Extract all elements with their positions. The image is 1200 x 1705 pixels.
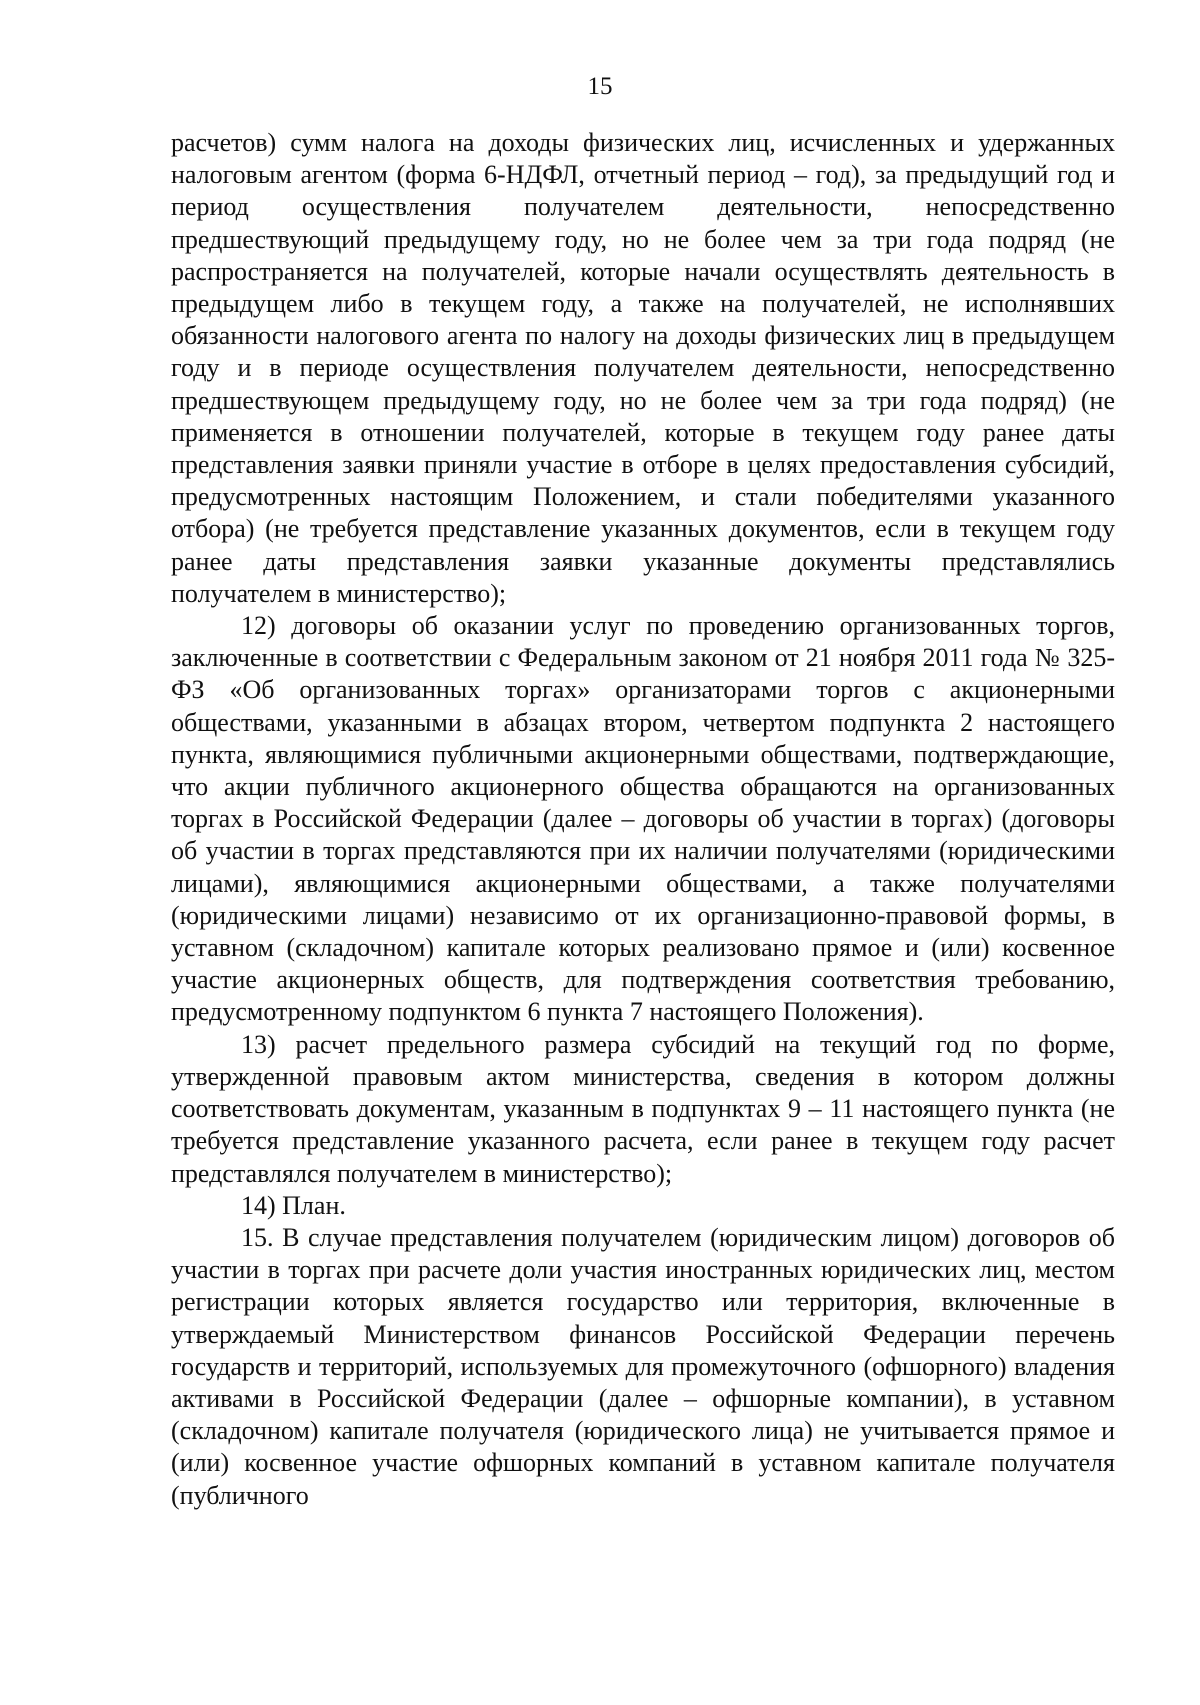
paragraph-item-13-subsidy-calculation: 13) расчет предельного размера субсидий на текущий год по форме, утвержденной правовым актом министерства, сведения в котором должны соответствовать документам, указанным в подпунктах 9 – 11 настоящего пункта (не требуется представление указанного расчета, если ранее в текущем году расчет представлялся получателем в министерство); [171,1029,1115,1188]
page-number: 15 [587,73,613,100]
paragraph-item-14-plan: 14) План. [241,1190,346,1220]
paragraph-continuation-tax-reports: расчетов) сумм налога на доходы физических лиц, исчисленных и удержанных налоговым агентом (форма 6-НДФЛ, отчетный период – год), за предыдущий год и период осуществления получателем деятельности, непосредственно предшествующий предыдущему году, но не более чем за три года подряд (не распространяется на получателей, которые начали осуществлять деятельность в предыдущем либо в текущем году, а также на получателей, не исполнявших обязанности налогового агента по налогу на доходы физических лиц в предыдущем году и в периоде осуществления получателем деятельности, непосредственно предшествующем предыдущему году, но не более чем за три года подряд) (не применяется в отношении получателей, которые в текущем году ранее даты представления заявки приняли участие в отборе в целях предоставления субсидий, предусмотренных настоящим Положением, и стали победителями указанного отбора) (не требуется представление указанных документов, если в текущем году ранее даты представления заявки указанные документы представлялись получателем в министерство); [171,128,1115,608]
paragraph-clause-15-offshore: 15. В случае представления получателем (юридическим лицом) договоров об участии в торгах при расчете доли участия иностранных юридических лиц, местом регистрации которых является государство или территория, включенные в утверждаемый Министерством финансов Российской Федерации перечень государств и территорий, используемых для промежуточного (офшорного) владения активами в Российской Федерации (далее – офшорные компании), в уставном (складочном) капитале получателя (юридического лица) не учитывается прямое и (или) косвенное участие офшорных компаний в уставном капитале получателя (публичного [171,1222,1115,1510]
paragraph-item-12-trading-contracts: 12) договоры об оказании услуг по проведению организованных торгов, заключенные в соответствии с Федеральным законом от 21 ноября 2011 года № 325-ФЗ «Об организованных торгах» организаторами торгов с акционерными обществами, указанными в абзацах втором, четвертом подпункта 2 настоящего пункта, являющимися публичными акционерными обществами, подтверждающие, что акции публичного акционерного общества обращаются на организованных торгах в Российской Федерации (далее – договоры об участии в торгах) (договоры об участии в торгах представляются при их наличии получателями (юридическими лицами), являющимися акционерными обществами, а также получателями (юридическими лицами) независимо от их организационно-правовой формы, в уставном (складочном) капитале которых реализовано прямое и (или) косвенное участие акционерных обществ, для подтверждения соответствия требованию, предусмотренному подпунктом 6 пункта 7 настоящего Положения). [171,611,1115,1027]
document-body [171,127,1115,1512]
